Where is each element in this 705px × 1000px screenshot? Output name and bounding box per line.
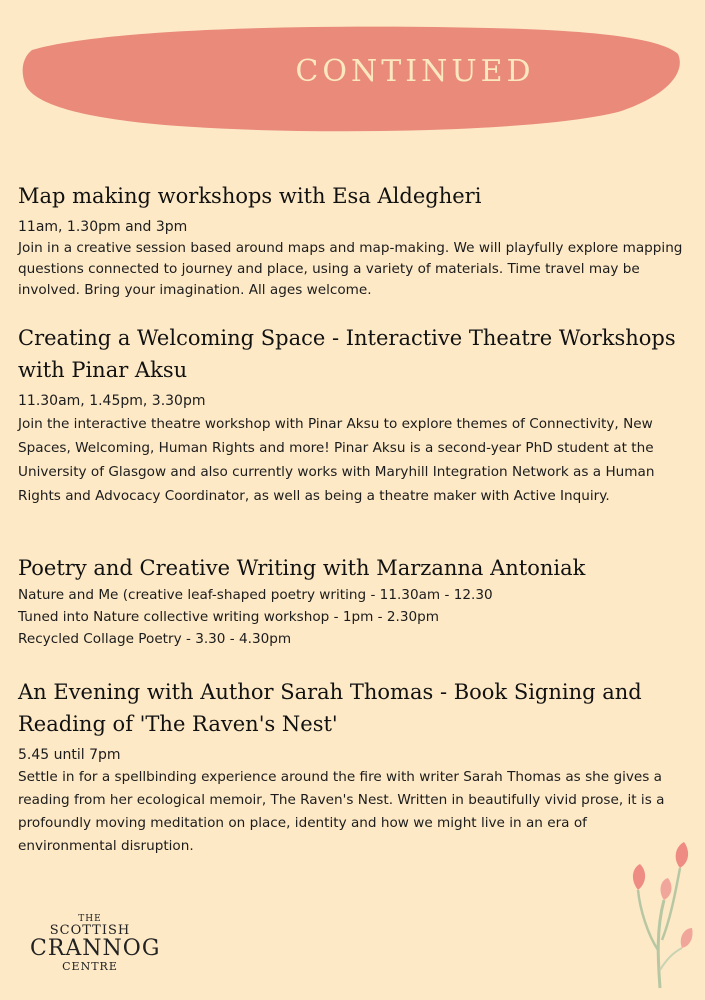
event-description: Join in a creative session based around maps and map-making. We will playfully explore mapping questions connected to journey and place, using a variety of materials. Time travel may be involved. Bring your imagination. All ages welcome.	[18, 240, 683, 298]
session-line: Nature and Me (creative leaf-shaped poetry writing - 11.30am - 12.30	[18, 587, 493, 603]
logo-line: SCOTTISH	[49, 923, 131, 938]
event-time: 11am, 1.30pm and 3pm	[18, 219, 188, 235]
event-description: Join the interactive theatre workshop with Pinar Aksu to explore themes of Connectivity, New Spaces, Welcoming, Human Rights and more! Pinar Aksu is a second-year PhD student at the University of Glasgow and also currently works with Maryhill Integration Network as a Human Rights and Advocacy Coordinator, as well as being a theatre maker with Active Inquiry.	[18, 416, 655, 504]
event-time: 11.30am, 1.45pm, 3.30pm	[18, 393, 206, 409]
logo-line: CENTRE	[62, 960, 118, 973]
event-poetry-writing	[18, 552, 688, 650]
session-line: Tuned into Nature collective writing workshop - 1pm - 2.30pm	[18, 609, 440, 625]
flower-illustration-icon	[620, 840, 695, 990]
session-line: Recycled Collage Poetry - 3.30 - 4.30pm	[18, 631, 292, 647]
event-title: Creating a Welcoming Space - Interactive Theatre Workshops with Pinar Aksu	[18, 326, 676, 382]
logo-line: THE	[78, 914, 102, 924]
header-title: CONTINUED	[295, 54, 535, 89]
event-evening-with-author	[18, 676, 688, 858]
logo-line: CRANNOG	[30, 936, 161, 961]
event-title: Map making workshops with Esa Aldegheri	[18, 184, 482, 208]
event-title: An Evening with Author Sarah Thomas - Book Signing and Reading of 'The Raven's Nest'	[18, 680, 642, 736]
crannog-centre-logo	[30, 914, 161, 973]
event-title: Poetry and Creative Writing with Marzanna Antoniak	[18, 556, 586, 580]
event-welcoming-space	[18, 322, 688, 508]
event-map-making	[18, 180, 688, 301]
event-time: 5.45 until 7pm	[18, 747, 121, 763]
event-description: Settle in for a spellbinding experience around the fire with writer Sarah Thomas as she gives a reading from her ecological memoir, The Raven's Nest. Written in beautifully vivid prose, it is a profoundly moving meditation on place, identity and how we might live in an era of environmental disruption.	[18, 769, 665, 854]
